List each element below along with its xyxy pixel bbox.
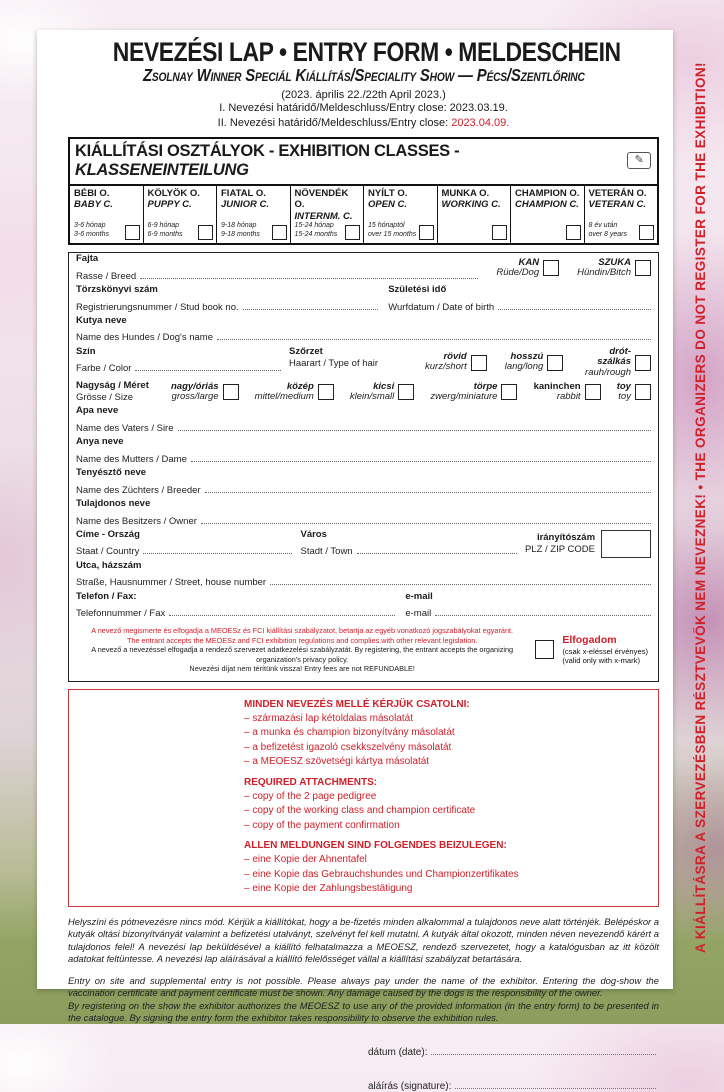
phone-label: Telefon / Fax: [76, 590, 137, 602]
event-date: (2023. április 22./22th April 2023.) [281, 89, 446, 102]
hair-label: Szőrzet [289, 345, 323, 357]
sire-input-line[interactable] [178, 417, 651, 431]
size-option-rabbit: kaninchen rabbit [534, 381, 601, 404]
attachment-item: – copy of the payment confirmation [244, 819, 400, 831]
row-breeder: Tenyésztő neve Name des Züchters / Breeder [69, 467, 658, 498]
date-row [368, 1042, 656, 1059]
dam-label: Anya neve [76, 436, 124, 448]
class-checkbox-puppy[interactable] [198, 225, 213, 240]
row-breed-sex: Fajta Rasse / Breed KAN Rüde/Dog SZUKA Hündin/Bitch [69, 253, 658, 284]
class-checkbox-working[interactable] [492, 225, 507, 240]
hair-checkbox-long[interactable] [547, 355, 563, 371]
attachments-title-de: ALLEN MELDUNGEN SIND FOLGENDES BEIZULEGEN: [244, 840, 507, 852]
classes-row [70, 186, 657, 243]
color-input-line[interactable] [135, 358, 281, 372]
class-junior: FIATAL O. JUNIOR C. 9-18 hónap 9-18 months [217, 186, 291, 243]
zip-label: irányítószám [536, 531, 596, 543]
attachment-item: – copy of the working class and champion certificate [244, 805, 476, 817]
class-puppy: KÖLYÖK O. PUPPY C. 6-9 hónap 6-9 months [144, 186, 218, 243]
class-checkbox-junior[interactable] [272, 225, 287, 240]
deadline-2: II. Nevezési határidő/Meldeschluss/Entry close: 2023.04.09. [217, 116, 510, 129]
breeder-label: Tenyésztő neve [76, 467, 147, 479]
row-sire: Apa neve Name des Vaters / Sire [69, 405, 658, 436]
pencil-icon: ✎ [627, 152, 651, 169]
class-intermediate: NÖVENDÉK O. INTERNM. C. 15-24 hónap 15-24 months [291, 186, 365, 243]
accept-note-en: (valid only with x-mark) [562, 656, 640, 666]
row-dam: Anya neve Name des Mutters / Dame [69, 436, 658, 467]
breed-input-line[interactable] [140, 265, 478, 279]
email-input-line[interactable] [435, 603, 651, 617]
accept-label: Elfogadom [562, 634, 617, 647]
attachment-item: – a befizetést igazoló csekkszelvény másolatát [244, 741, 452, 753]
birthdate-input-line[interactable] [498, 296, 651, 310]
rules-note-en: Entry on site and supplemental entry is not possible. Please always pay under the name of the exhibitor. Entering the dog-show the vaccination certificate and payment certificate must be shown. Any damage caused by the dogs is the responsibility of the owner. By registering on the show the exhibitor authorizes the MEOESZ to use any of the provided information (in the entry form) to be presented in the catalogue. By signing the entry form the exhibitor takes responsibility to observe the exhibition rules. [68, 974, 659, 1024]
attachment-item: – eine Kopie der Ahnentafel [244, 854, 367, 866]
size-checkbox-medium[interactable] [318, 384, 334, 400]
accept-checkbox[interactable] [535, 640, 554, 659]
classes-header [70, 139, 657, 186]
country-input-line[interactable] [143, 541, 292, 555]
dog-name-label: Kutya neve [76, 314, 127, 326]
dog-name-input-line[interactable] [217, 327, 651, 341]
size-label: Nagyság / Méret [76, 380, 149, 392]
class-open: NYÍLT O. OPEN C. 15 hónaptól over 15 months [364, 186, 438, 243]
class-baby: BÉBI O. BABY C. 3-6 hónap 3-6 months [70, 186, 144, 243]
street-input-line[interactable] [270, 572, 651, 586]
town-input-line[interactable] [357, 541, 517, 555]
rules-note-hu: Helyszíni és pótnevezésre nincs mód. Kérjük a kiállítókat, hogy a be-fizetés minden alkalommal a tulajdonos neve alatt történjék. Belépéskor a kutyák oltási bizonyítványát valamint a befizetési utalványt, szelvényt fel kell mutatni. A kutyák által okozott, minden néven nevezendő kárért a tulajdonos felel! A nevezési lap beküldésével a kiállító felhatalmazza a MEOESZ, rendező szervezetet, hogy a katalógusban az itt közölt adatokat feltüntesse. A nevezési lap aláírásával a kiállító felelősséget vállal a kiállítási szabályzat betartására. [68, 915, 659, 965]
classes-title: KIÁLLÍTÁSI OSZTÁLYOK - EXHIBITION CLASSES - KLASSENEINTEILUNG [75, 141, 460, 179]
attachment-item: – eine Kopie der Zahlungsbestätigung [244, 883, 413, 895]
signature-input-line[interactable] [455, 1075, 656, 1089]
class-veteran: VETERÁN O. VETERAN C. 8 év után over 8 years [585, 186, 658, 243]
consent-section [69, 621, 658, 680]
hair-checkbox-short[interactable] [471, 355, 487, 371]
date-input-line[interactable] [431, 1042, 656, 1056]
entry-form-page [37, 30, 673, 1092]
town-label: Város [300, 528, 327, 540]
attachments-title-hu: MINDEN NEVEZÉS MELLÉ KÉRJÜK CSATOLNI: [244, 698, 470, 710]
size-checkbox-toy[interactable] [635, 384, 651, 400]
color-label: Szín [76, 345, 96, 357]
hair-checkbox-rough[interactable] [635, 355, 651, 371]
phone-input-line[interactable] [169, 603, 395, 617]
breeder-input-line[interactable] [205, 479, 651, 493]
attachments-box [68, 689, 659, 907]
attachment-item: – származási lap kétoldalas másolatát [244, 712, 413, 724]
dam-input-line[interactable] [191, 448, 651, 462]
row-studbook-birth: Törzskönyvi szám Registrierungsnummer / Stud book no. Születési idő Wurfdatum / Date of birth [69, 284, 658, 315]
size-checkbox-small[interactable] [398, 384, 414, 400]
date-label: dátum (date): [368, 1047, 428, 1059]
owner-input-line[interactable] [201, 510, 651, 524]
deadline-1: I. Nevezési határidő/Meldeschluss/Entry close: 2023.03.19. [219, 102, 508, 115]
size-option-miniature: törpe zwerg/miniature [430, 381, 517, 404]
size-checkbox-large[interactable] [223, 384, 239, 400]
event-subtitle: Zsolnay Winner Speciál Kiállítás/Speciality Show — Pécs/Szentlőrinc [142, 65, 585, 86]
class-checkbox-open[interactable] [419, 225, 434, 240]
sire-label: Apa neve [76, 405, 119, 417]
sex-female-group: SZUKA Hündin/Bitch [577, 254, 651, 282]
hair-option-long: hosszú lang/long [505, 347, 564, 379]
attachment-item: – copy of the 2 page pedigree [244, 790, 377, 802]
studbook-input-line[interactable] [243, 296, 379, 310]
row-address: Címe - Ország Staat / Country Város Stadt / Town irányítószám PLZ / ZIP CODE [69, 528, 658, 559]
consent-rules-en: The entrant accepts the MEOESz and FCI exhibition regulations and complies with other relevant legislation. [126, 635, 478, 645]
attachment-item: – eine Kopie das Gebrauchshundes und Championzertifikates [244, 868, 519, 880]
row-owner: Tulajdonos neve Name des Besitzers / Owner [69, 498, 658, 529]
birthdate-label: Születési idő [388, 284, 447, 295]
size-option-medium: közép mittel/medium [255, 381, 334, 404]
breed-label: Fajta [76, 253, 99, 265]
row-size: Nagyság / Méret Grösse / Size nagy/óriás gross/large közép mittel/medium kicsi klein/small törpe zwerg/miniature kaninchen rabbit toy toy [69, 380, 658, 405]
attachment-item: – a MEOESZ szövetségi kártya másolatát [244, 756, 430, 768]
size-option-small: kicsi klein/small [350, 381, 414, 404]
row-color-hair: Szín Farbe / Color Szőrzet Haarart / Type of hair rövid kurz/short hosszú lang/long drót-szálkás rauh/rough [69, 345, 658, 379]
class-working: MUNKA O. WORKING C. [438, 186, 512, 243]
size-option-toy: toy toy [617, 381, 651, 404]
class-checkbox-baby[interactable] [125, 225, 140, 240]
signature-row [368, 1075, 656, 1092]
street-label: Utca, házszám [76, 559, 142, 571]
zip-code-box[interactable] [601, 530, 651, 558]
signature-label: aláírás (signature): [368, 1080, 452, 1092]
country-label: Címe - Ország [76, 528, 140, 540]
class-checkbox-veteran[interactable] [639, 225, 654, 240]
hair-option-rough: drót-szálkás rauh/rough [581, 347, 651, 379]
email-label: e-mail [405, 590, 433, 602]
owner-label: Tulajdonos neve [76, 498, 151, 510]
studbook-label: Törzskönyvi szám [76, 284, 158, 295]
size-option-large: nagy/óriás gross/large [171, 381, 239, 404]
attachment-item: – a munka és champion bizonyítvány másolatát [244, 727, 455, 739]
consent-refund: Nevezési díjat nem térítünk vissza! Entry fees are not REFUNDABLE! [189, 664, 415, 674]
sex-checkbox-female[interactable] [635, 260, 651, 276]
class-champion: CHAMPION O. CHAMPION C. [511, 186, 585, 243]
size-checkbox-rabbit[interactable] [585, 384, 601, 400]
deadline-2-date: 2023.04.09. [451, 116, 510, 129]
class-checkbox-intermediate[interactable] [345, 225, 360, 240]
page-title: NEVEZÉSI LAP • ENTRY FORM • MELDESCHEIN [112, 37, 621, 67]
row-street: Utca, házszám Straße, Hausnummer / Street, house number [69, 559, 658, 590]
size-checkbox-miniature[interactable] [501, 384, 517, 400]
accept-note-hu: (csak x-eléssel érvényes) [562, 646, 648, 656]
entry-details-box [68, 252, 659, 682]
row-dog-name: Kutya neve Name des Hundes / Dog's name [69, 314, 658, 345]
sex-checkbox-male[interactable] [543, 260, 559, 276]
class-checkbox-champion[interactable] [566, 225, 581, 240]
attachments-title-en: REQUIRED ATTACHMENTS: [244, 776, 378, 788]
side-warning-text: A KIÁLLÍTÁSRA A SZERVEZÉSBEN RÉSZTVEVŐK NEM NEVEZNEK! • THE ORGANIZERS DO NOT REGISTER FOR THE EXHIBITION! [693, 62, 708, 954]
exhibition-classes-box [68, 137, 659, 245]
sex-male-group: KAN Rüde/Dog [496, 254, 559, 282]
hair-option-short: rövid kurz/short [425, 347, 487, 379]
consent-rules-hu: A nevező megismerte és elfogadja a MEOESz és FCI kiállítási szabályzatot, betartja az egyéb vonatkozó jogszabályokat egyaránt. [91, 626, 514, 636]
consent-privacy: A nevező a nevezéssel elfogadja a rendező szervezet adatkezelési szabályzatát. By registering, the entrant accepts the organizing organization's privacy policy. [91, 645, 514, 664]
row-phone-email: Telefon / Fax: Telefonnummer / Fax e-mail e-mail [69, 590, 658, 621]
